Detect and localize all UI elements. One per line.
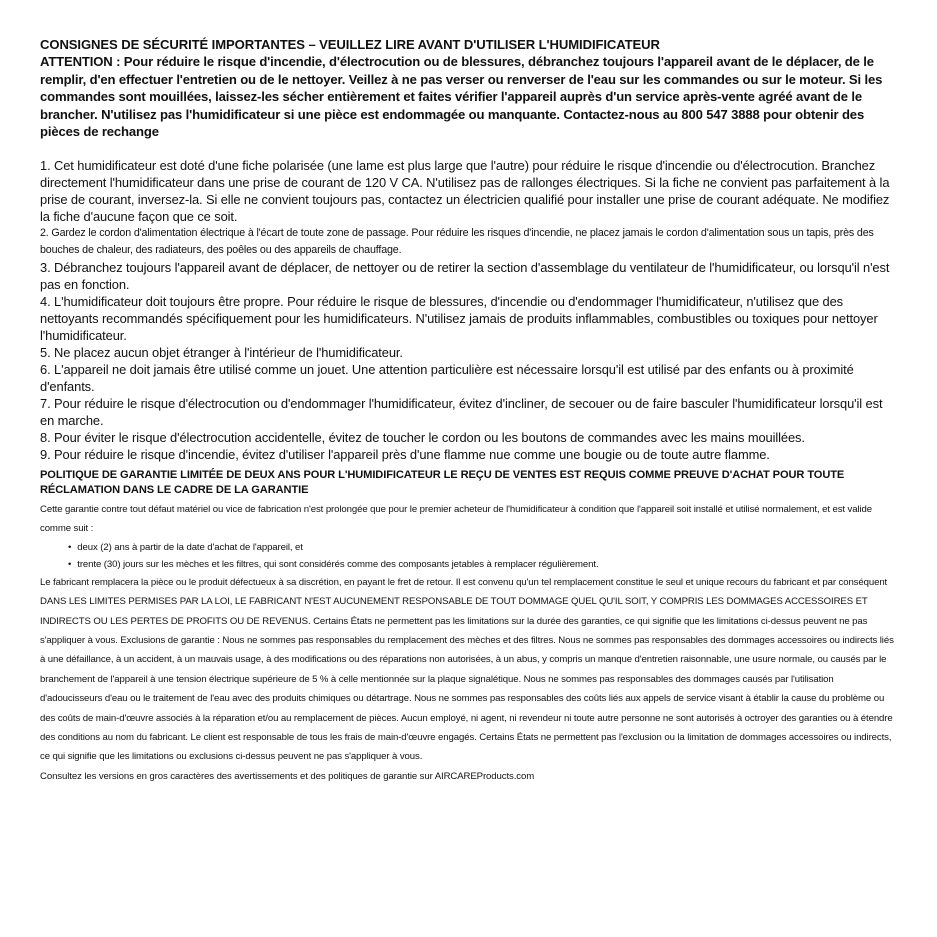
attention-paragraph — [40, 53, 897, 141]
warranty-bullet-list — [40, 539, 897, 573]
safety-title: CONSIGNES DE SÉCURITÉ IMPORTANTES – VEUILLEZ LIRE AVANT D'UTILISER L'HUMIDIFICATEUR — [40, 37, 660, 52]
safety-item: 1. Cet humidificateur est doté d'une fiche polarisée (une lame est plus large que l'autre) pour réduire le risque d'incendie ou d'électrocution. Branchez directement l'humidificateur dans une prise de courant de 120 V CA. N'utilisez pas de rallonges électriques. Si la fiche ne convient pas parfaitement à la prise de courant, inversez-la. Si elle ne convient toujours pas, contactez un électricien qualifié pour installer une prise de courant adéquate. Ne modifiez la fiche d'aucune façon que ce soit. — [40, 157, 890, 224]
warranty-body: Le fabricant remplacera la pièce ou le produit défectueux à sa discrétion, en payant le fret de retour. Il est convenu qu'un tel remplacement constitue le seul et unique recours du fabricant et par conséquent DANS LES LIMITES PERMISES PAR LA LOI, LE FABRICANT N'EST AUCUNEMENT RESPONSABLE DE TOUT DOMMAGE QUEL QU'IL SOIT, Y COMPRIS LES DOMMAGES ACCESSOIRES ET INDIRECTS OU LES PERTES DE PROFITS OU DE REVENUS. Certains États ne permettent pas les limitations sur la durée des garanties, ce qui signifie que les limitations ci-dessus peuvent ne pas s'appliquer à vous. Exclusions de garantie : Nous ne sommes pas responsables du remplacement des mèches et des filtres. Nous ne sommes pas responsables des dommages accessoires ou indirects liés à une défaillance, à un accident, à un mauvais usage, à des modifications ou des réparations non autorisées, à un abus, y compris un manque d'entretien raisonnable, une usure normale, ou causés par le branchement de l'appareil à une tension électrique supérieure de 5 % à celle mentionnée sur la plaque signalétique. Nous ne sommes pas responsables des dommages causés par l'utilisation d'adoucisseurs d'eau ou le traitement de l'eau avec des produits chimiques ou détartrage. Nous ne sommes pas responsables des coûts liés aux appels de service visant à établir la cause du problème ou des coûts de main-d'œuvre associés à la réparation et/ou au remplacement de pièces. Aucun employé, ni agent, ni revendeur ni toute autre personne ne sont autorisés à octroyer des garanties ou à étendre des conditions au nom du fabricant. Le client est responsable de tous les frais de main-d'œuvre engagés. Certains États ne permettent pas l'exclusion ou la limitation de dommages accessoires ou indirects, ce qui signifie que les limitations ou exclusions ci-dessus peuvent ne pas s'appliquer à vous. — [40, 576, 894, 763]
warranty-footer: Consultez les versions en gros caractères des avertissements et des politiques de garantie sur AIRCAREProducts.com — [40, 770, 535, 782]
safety-item: 8. Pour éviter le risque d'électrocution accidentelle, évitez de toucher le cordon ou les boutons de commandes avec les mains mouillées. — [40, 429, 805, 445]
safety-item: 6. L'appareil ne doit jamais être utilisé comme un jouet. Une attention particulière est nécessaire lorsqu'il est utilisé par des enfants ou à proximité d'enfants. — [40, 361, 854, 394]
safety-item: 9. Pour réduire le risque d'incendie, évitez d'utiliser l'appareil près d'une flamme nue comme une bougie ou de toute autre flamme. — [40, 446, 770, 462]
safety-item: 3. Débranchez toujours l'appareil avant de déplacer, de nettoyer ou de retirer la section d'assemblage du ventilateur de l'humidificateur, ou lorsqu'il n'est pas en fonction. — [40, 259, 890, 292]
warranty-title: POLITIQUE DE GARANTIE LIMITÉE DE DEUX ANS POUR L'HUMIDIFICATEUR LE REÇU DE VENTES EST REQUIS COMME PREUVE D'ACHAT POUR TOUTE RÉCLAMATION DANS LE CADRE DE LA GARANTIE — [40, 468, 845, 496]
safety-instructions-list — [40, 157, 897, 463]
warranty-bullet: • trente (30) jours sur les mèches et les filtres, qui sont considérés comme des composants jetables à remplacer régulièrement. — [68, 556, 897, 573]
warranty-intro: Cette garantie contre tout défaut matériel ou vice de fabrication n'est prolongée que pour le premier acheteur de l'humidificateur à condition que l'appareil soit installé et utilisé normalement, et est valide comme suit : — [40, 503, 873, 535]
attention-label: ATTENTION : — [40, 54, 121, 69]
warranty-bullet: • deux (2) ans à partir de la date d'achat de l'appareil, et — [68, 539, 897, 556]
safety-item: 4. L'humidificateur doit toujours être propre. Pour réduire le risque de blessures, d'incendie ou d'endommager l'humidificateur, n'utilisez que des nettoyants recommandés spécifiquement pour les humidificateurs. N'utilisez jamais de produits inflammables, combustibles ou toxiques pour nettoyer l'humidificateur. — [40, 293, 878, 343]
safety-item: 5. Ne placez aucun objet étranger à l'intérieur de l'humidificateur. — [40, 344, 403, 360]
safety-item: 7. Pour réduire le risque d'électrocution ou d'endommager l'humidificateur, évitez d'incliner, de secouer ou de faire basculer l'humidificateur lorsqu'il est en marche. — [40, 395, 883, 428]
safety-item: 2. Gardez le cordon d'alimentation électrique à l'écart de toute zone de passage. Pour réduire les risques d'incendie, ne placez jamais le cordon d'alimentation sous un tapis, près des bouches de chaleur, des radiateurs, des poêles ou des appareils de chauffage. — [40, 226, 874, 256]
attention-text: Pour réduire le risque d'incendie, d'électrocution ou de blessures, débranchez toujours l'appareil avant de le déplacer, de le remplir, d'en effectuer l'entretien ou de le nettoyer. Veillez à ne pas verser ou renverser de l'eau sur les commandes ou sur le moteur. Si les commandes sont mouillées, laissez-les sécher entièrement et faites vérifier l'appareil auprès d'un service après-vente agréé avant de le brancher. N'utilisez pas l'humidificateur si une pièce est endommagée ou manquante. Contactez-nous au 800 547 3888 pour obtenir des pièces de rechange — [40, 54, 883, 140]
